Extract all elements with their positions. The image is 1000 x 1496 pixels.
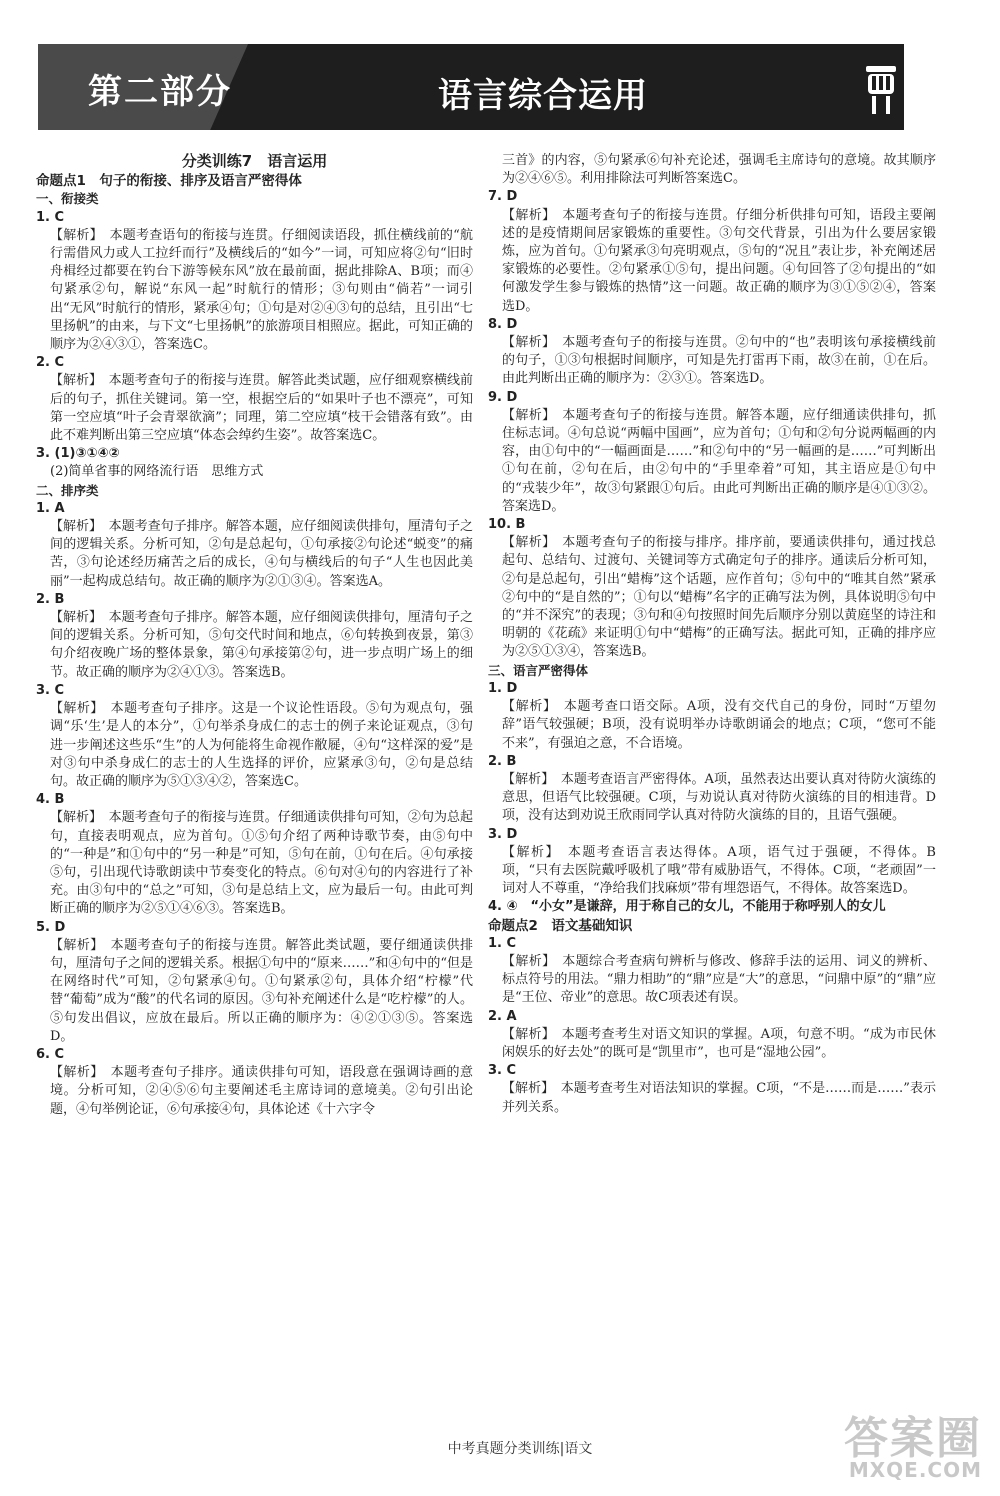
answer-number: 5. D [36,919,66,935]
answer-number: 6. C [36,1046,65,1062]
answer-number: 7. D [488,189,518,205]
section-banner [38,44,904,130]
analysis-text: 【解析】 本题考查语言严密得体。A项，虽然表达出要认真对待防火演练的意思，但语气比较强硬。C项，与劝说认真对待防火演练的目的相违背。D项，没有达到劝说王欣雨同学认真对待防火演练的目的，且语气强硬。 [502,771,936,824]
answer-number: 8. D [488,316,518,332]
answer-text: 4. ④ “小女”是谦辞，用于称自己的女儿，不能用于称呼别人的女儿 [488,899,886,915]
watermark-logo-text: 答案圈 [844,1413,982,1464]
answer-number: 3. C [36,682,65,698]
analysis-text: 【解析】 本题考查句子的衔接与连贯。仔细通读供排句可知，②句为总起句，直接表明观点，应为首句。①⑤句介绍了两种诗歌节奏，由⑤句中的“一种是”和①句中的“另一种是”可知，⑤句在前，①句在后。④句承接⑤句，引出现代诗歌朗读中节奏变化的特点。⑥句对④句的内容进行了补充。由③句中的“总之”可知，③句是总结上文，应为最后一句。由此可判断正确的顺序为②⑤①④⑥③。答案选B。 [50,810,473,917]
answer-number: 9. D [488,389,518,405]
part-title: 语言综合运用 [438,76,648,116]
answer-number: 4. B [36,792,65,808]
answer-number: 2. B [488,753,517,769]
analysis-text: 【解析】 本题考查句子排序。解答本题，应仔细阅读供排句，厘清句子之间的逻辑关系。分析可知，⑤句交代时间和地点，⑥句转换到夜景，第③句介绍夜晚广场的整体景象，第④句承接第②句，进一步点明广场上的细节。故正确的顺序为②④①③。答案选B。 [50,610,473,680]
analysis-text: 【解析】 本题考查语言表达得体。A项，语气过于强硬，不得体。B项，“只有去医院戴呼吸机了哦”带有威胁语气，不得体。C项，“老顽固”一词对人不尊重，“净给我们找麻烦”带有埋怨语气，不得体。故答案选D。 [502,844,936,897]
analysis-text: 【解析】 本题考查句子的衔接与排序。排序前，要通读供排句，通过找总起句、总结句、过渡句、关键词等方式确定句子的排序。通读后分析可知，②句是总起句，引出“蜡梅”这个话题，应作首句；⑤句中的“唯其自然”紧承②句中的“是自然的”；①句以“蜡梅”名字的正确写法为例，具体说明⑤句中的“并不深究”的表现；③句和④句按照时间先后顺序分别以黄庭坚的诗注和明朝的《花疏》来证明①句中“蜡梅”的正确写法。据此可知，正确的排序应为②⑤①③④，答案选B。 [502,535,936,660]
part-label: 第二部分 [88,72,232,112]
hand-holding-pen-icon [864,62,898,118]
answer-text: (2)简单省事的网络流行语 思维方式 [50,464,264,480]
analysis-text: 【解析】 本题考查句子排序。通读供排句可知，语段意在强调诗画的意境。分析可知，②④⑤⑥句主要阐述毛主席诗词的意境美。②句引出论题，④句举例论证，⑥句承接④句，具体论述《十六字令 [50,1065,473,1117]
analysis-text: 【解析】 本题考查语句的衔接与连贯。仔细阅读语段，抓住横线前的“航行需借风力或人工拉纤而行”及横线后的“如今”一词，可知应将②句“旧时舟楫经过都要在钓台下游等候东风”放在最前面，据此排除A、B项；而④句紧承②句，解说“东风一起”时航行的情形；③句则由“倘若”一词引出“无风”时航行的情形，紧承④句；①句是对②④③句的总结，且引出“七里扬帆”的由来，与下文“七里扬帆”的旅游项目相照应。据此，可知正确的顺序为②④③①，答案选C。 [50,227,473,353]
right-column [488,152,936,1117]
answer-number: 3. D [488,826,518,842]
page-footer: 中考真题分类训练|语文 [447,1441,593,1457]
analysis-text: 【解析】 本题考查考生对语文知识的掌握。A项，句意不明。“成为市民休闲娱乐的好去处”的既可是“凯里市”，也可是“湿地公园”。 [502,1026,936,1060]
answer-number: 3. C [488,1063,517,1079]
analysis-text: 【解析】 本题考查口语交际。A项，没有交代自己的身份，同时“万望勿辞”语气较强硬；B项，没有说明举办诗歌朗诵会的地点；C项，“您可不能不来”，有强迫之意，不合语境。 [502,699,936,751]
analysis-text: 【解析】 本题考查句子的衔接与连贯。解答此类试题，要仔细通读供排句，厘清句子之间的逻辑关系。根据①句中的“原来……”和④句中的“但是在网络时代”可知，②句紧承④句。①句紧承②句，具体介绍“柠檬”代替“葡萄”成为“酸”的代名词的原因。③句补充阐述什么是“吃柠檬”的人。⑤句发出倡议，应放在最后。所以正确的顺序为：④②①③⑤。答案选D。 [50,937,473,1044]
analysis-text: 【解析】 本题考查句子的衔接与连贯。仔细分析供排句可知，语段主要阐述的是疫情期间居家锻炼的重要性。③句交代背景，引出为什么要居家锻炼，应为首句。①句紧承③句亮明观点，⑤句的“况且”表让步，补充阐述居家锻炼的必要性。②句紧承①⑤句，提出问题。④句回答了②句提出的“如何激发学生参与锻炼的热情”这一问题。故正确的顺序为③①⑤②④，答案选D。 [502,207,936,314]
analysis-text: 【解析】 本题考查句子排序。解答本题，应仔细阅读供排句，厘清句子之间的逻辑关系。分析可知，②句是总起句，①句承接②句论述“蜕变”的痛苦，③句论述经历痛苦之后的成长，④句与横线后的句子“人生也因此美丽”一起构成总结句。故正确的顺序为②①③④。答案选A。 [50,519,473,589]
answer-number: 2. C [36,355,65,371]
answer-number: 1. C [36,209,65,225]
analysis-text: 【解析】 本题考查句子的衔接与连贯。②句中的“也”表明该句承接横线前的句子，①③句根据时间顺序，可知是先打雷再下雨，故③在前，①在后。由此判断出正确的顺序为：②③①。答案选D。 [502,335,936,387]
answer-number: 2. A [488,1008,517,1024]
analysis-text: 【解析】 本题考查考生对语法知识的掌握。C项，“不是……而是……”表示并列关系。 [502,1081,936,1115]
analysis-text: 三首》的内容，⑤句紧承⑥句补充论述，强调毛主席诗句的意境。故其顺序为②④⑥⑤。利用排除法可判断答案选C。 [502,153,936,187]
analysis-text: 【解析】 本题综合考查病句辨析与修改、修辞手法的运用、词义的辨析、标点符号的用法。“鼎力相助”的“鼎”应是“大”的意思，“问鼎中原”的“鼎”应是“王位、帝业”的意思。故C项表述有误。 [502,953,936,1006]
answer-number: 1. A [36,500,65,516]
section-heading: 三、语言严密得体 [488,662,589,678]
analysis-text: 【解析】 本题考查句子排序。这是一个议论性语段。⑤句为观点句，强调“乐‘生’是人的本分”，①句举杀身成仁的志士的例子来论证观点，③句进一步阐述这些乐“生”的人为何能将生命视作敝屣，④句“这样深的爱”是对③句中杀身成仁的志士的人生选择的评价，应紧承③句，②句是总结句。故正确的顺序为⑤①③④②，答案选C。 [50,701,473,789]
answer-number: 1. D [488,680,518,696]
answer-number: 2. B [36,591,65,607]
topic-heading: 命题点2 语文基础知识 [488,917,633,934]
analysis-text: 【解析】 本题考查句子的衔接与连贯。解答此类试题，应仔细观察横线前后的句子，抓住关键词。第一空，根据空后的“如果叶子也不漂亮”，可知第一空应填“叶子会青翠欲滴”；同理，第二空应填“枝干会错落有致”。由此不难判断出第三空应填“体态会绰约生姿”。故答案选C。 [50,373,473,444]
answer-number: 1. C [488,935,517,951]
analysis-text: 【解析】 本题考查句子的衔接与连贯。解答本题，应仔细通读供排句，抓住标志词。④句总说“两幅中国画”，应为首句；①句和②句分说两幅画的内容，由①句中的“一幅画面是……”和②句中的“另一幅画的是……”可判断出①句在前，②句在后，由②句中的“手里牵着”可知，其主语应是①句中的“戎装少年”，故③句紧跟①句后。由此可判断出正确的顺序是④①③②。答案选D。 [502,407,936,514]
answer-number: 3. (1)③①④② [36,446,120,462]
section-heading: 二、排序类 [36,482,99,498]
topic-heading: 命题点1 句子的衔接、排序及语言严密得体 [36,173,302,190]
watermark [812,1402,992,1488]
left-column [36,152,473,1119]
answer-number: 10. B [488,517,526,533]
watermark-url: MXQE.COM [848,1458,982,1482]
chapter-title: 分类训练7 语言运用 [181,152,328,170]
section-heading: 一、衔接类 [36,191,99,207]
